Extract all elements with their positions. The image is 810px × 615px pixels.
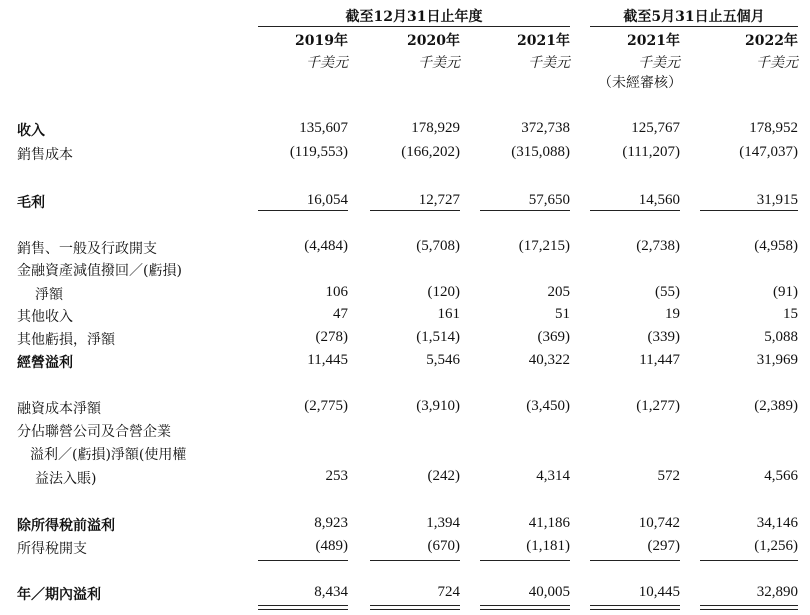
double-rule-4: [590, 605, 680, 610]
row-label: 淨額: [35, 287, 63, 303]
value-cell: 4,566: [764, 468, 798, 484]
year-header-3: 2021年: [517, 33, 570, 49]
value-cell: 16,054: [306, 192, 348, 208]
value-cell: 57,650: [528, 192, 570, 208]
value-cell: (5,708): [416, 238, 460, 254]
year-header-5: 2022年: [745, 33, 798, 49]
row-sga: [0, 238, 810, 260]
group-rule-five-months: [590, 26, 798, 27]
value-cell: (4,484): [304, 238, 348, 254]
row-label: 毛利: [17, 195, 45, 211]
row-label: 銷售成本: [17, 147, 73, 163]
row-label: 收入: [17, 123, 45, 139]
value-cell: (120): [427, 284, 460, 300]
value-cell: 724: [437, 584, 460, 600]
unit-header-4: 千美元: [638, 55, 680, 71]
value-cell: 10,445: [638, 584, 680, 600]
group-title-five-months: 截至5月31日止五個月: [623, 9, 765, 25]
value-cell: 41,186: [528, 515, 570, 531]
value-cell: 12,727: [418, 192, 460, 208]
value-cell: 31,915: [756, 192, 798, 208]
value-cell: (1,514): [416, 329, 460, 345]
group-rule-annual: [258, 26, 570, 27]
value-cell: 47: [333, 306, 348, 322]
row-label: 其他虧損，淨額: [17, 332, 115, 348]
value-cell: (111,207): [622, 144, 680, 160]
rule-above-gross-1: [258, 210, 348, 211]
value-cell: (166,202): [401, 144, 460, 160]
row-label: 溢利／(虧損)淨額(使用權: [30, 447, 187, 463]
row-tax: [0, 538, 810, 560]
row-label: 益法入賬): [35, 471, 97, 487]
value-cell: 34,146: [756, 515, 798, 531]
value-cell: (3,910): [416, 398, 460, 414]
value-cell: 253: [325, 468, 348, 484]
unit-header-2: 千美元: [418, 55, 460, 71]
row-label: 銷售、一般及行政開支: [17, 241, 157, 257]
double-rule-2: [370, 605, 460, 610]
row-impairment: [0, 284, 810, 306]
value-cell: (2,738): [636, 238, 680, 254]
row-finance-cost: [0, 398, 810, 420]
row-label: 所得稅開支: [17, 541, 87, 557]
row-share-line1: [0, 421, 810, 443]
value-cell: (297): [647, 538, 680, 554]
value-cell: (2,775): [304, 398, 348, 414]
value-cell: 205: [547, 284, 570, 300]
value-cell: (147,037): [739, 144, 798, 160]
value-cell: 15: [783, 306, 798, 322]
rule-above-net-3: [480, 560, 570, 561]
row-other-loss: [0, 329, 810, 351]
value-cell: 1,394: [426, 515, 460, 531]
value-cell: 8,434: [314, 584, 348, 600]
value-cell: 40,322: [528, 352, 570, 368]
rule-above-net-2: [370, 560, 460, 561]
year-header-1: 2019年: [295, 33, 348, 49]
unit-header-3: 千美元: [528, 55, 570, 71]
row-other-income: [0, 306, 810, 328]
value-cell: (242): [427, 468, 460, 484]
value-cell: 572: [657, 468, 680, 484]
value-cell: (339): [647, 329, 680, 345]
value-cell: 11,445: [307, 352, 348, 368]
value-cell: (91): [773, 284, 798, 300]
value-cell: 5,546: [426, 352, 460, 368]
value-cell: (55): [655, 284, 680, 300]
row-revenue: [0, 120, 810, 142]
value-cell: (670): [427, 538, 460, 554]
double-rule-5: [700, 605, 798, 610]
value-cell: 125,767: [631, 120, 680, 136]
unit-header-5: 千美元: [756, 55, 798, 71]
value-cell: 4,314: [536, 468, 570, 484]
row-label: 除所得稅前溢利: [17, 518, 115, 534]
row-impairment-line1: [0, 260, 810, 282]
value-cell: 178,952: [749, 120, 798, 136]
rule-above-gross-5: [700, 210, 798, 211]
group-title-annual: 截至12月31日止年度: [345, 9, 483, 25]
value-cell: 31,969: [756, 352, 798, 368]
double-rule-1: [258, 605, 348, 610]
value-cell: (3,450): [526, 398, 570, 414]
rule-above-gross-4: [590, 210, 680, 211]
value-cell: 51: [555, 306, 570, 322]
rule-above-gross-2: [370, 210, 460, 211]
value-cell: 178,929: [411, 120, 460, 136]
value-cell: 106: [325, 284, 348, 300]
value-cell: (2,389): [754, 398, 798, 414]
value-cell: (119,553): [289, 144, 348, 160]
value-cell: 19: [665, 306, 680, 322]
row-cost-of-sales: [0, 144, 810, 166]
value-cell: 32,890: [756, 584, 798, 600]
row-operating-profit: [0, 352, 810, 374]
value-cell: (1,181): [526, 538, 570, 554]
value-cell: 5,088: [764, 329, 798, 345]
row-label: 其他收入: [17, 309, 73, 325]
row-label: 融資成本淨額: [17, 401, 101, 417]
row-net-profit: [0, 584, 810, 606]
value-cell: (315,088): [511, 144, 570, 160]
value-cell: (17,215): [518, 238, 570, 254]
row-label: 分佔聯營公司及合營企業: [17, 424, 171, 440]
value-cell: 11,447: [639, 352, 680, 368]
value-cell: 135,607: [299, 120, 348, 136]
unit-header-1: 千美元: [306, 55, 348, 71]
double-rule-3: [480, 605, 570, 610]
value-cell: 161: [437, 306, 460, 322]
year-header-4: 2021年: [627, 33, 680, 49]
year-header-2: 2020年: [407, 33, 460, 49]
row-share-line2: [0, 444, 810, 466]
unaudited-note: （未經審核）: [598, 75, 682, 91]
value-cell: (369): [537, 329, 570, 345]
rule-above-net-1: [258, 560, 348, 561]
value-cell: 40,005: [528, 584, 570, 600]
row-label: 金融資產減值撥回／(虧損): [17, 263, 182, 279]
row-label: 年／期內溢利: [17, 587, 101, 603]
row-share: [0, 468, 810, 490]
rule-above-net-4: [590, 560, 680, 561]
value-cell: (1,256): [754, 538, 798, 554]
row-pbt: [0, 515, 810, 537]
value-cell: 372,738: [521, 120, 570, 136]
rule-above-net-5: [700, 560, 798, 561]
row-label: 經營溢利: [17, 355, 73, 371]
value-cell: (1,277): [636, 398, 680, 414]
value-cell: 10,742: [638, 515, 680, 531]
value-cell: (4,958): [754, 238, 798, 254]
value-cell: 8,923: [314, 515, 348, 531]
rule-above-gross-3: [480, 210, 570, 211]
value-cell: (278): [315, 329, 348, 345]
value-cell: (489): [315, 538, 348, 554]
value-cell: 14,560: [638, 192, 680, 208]
